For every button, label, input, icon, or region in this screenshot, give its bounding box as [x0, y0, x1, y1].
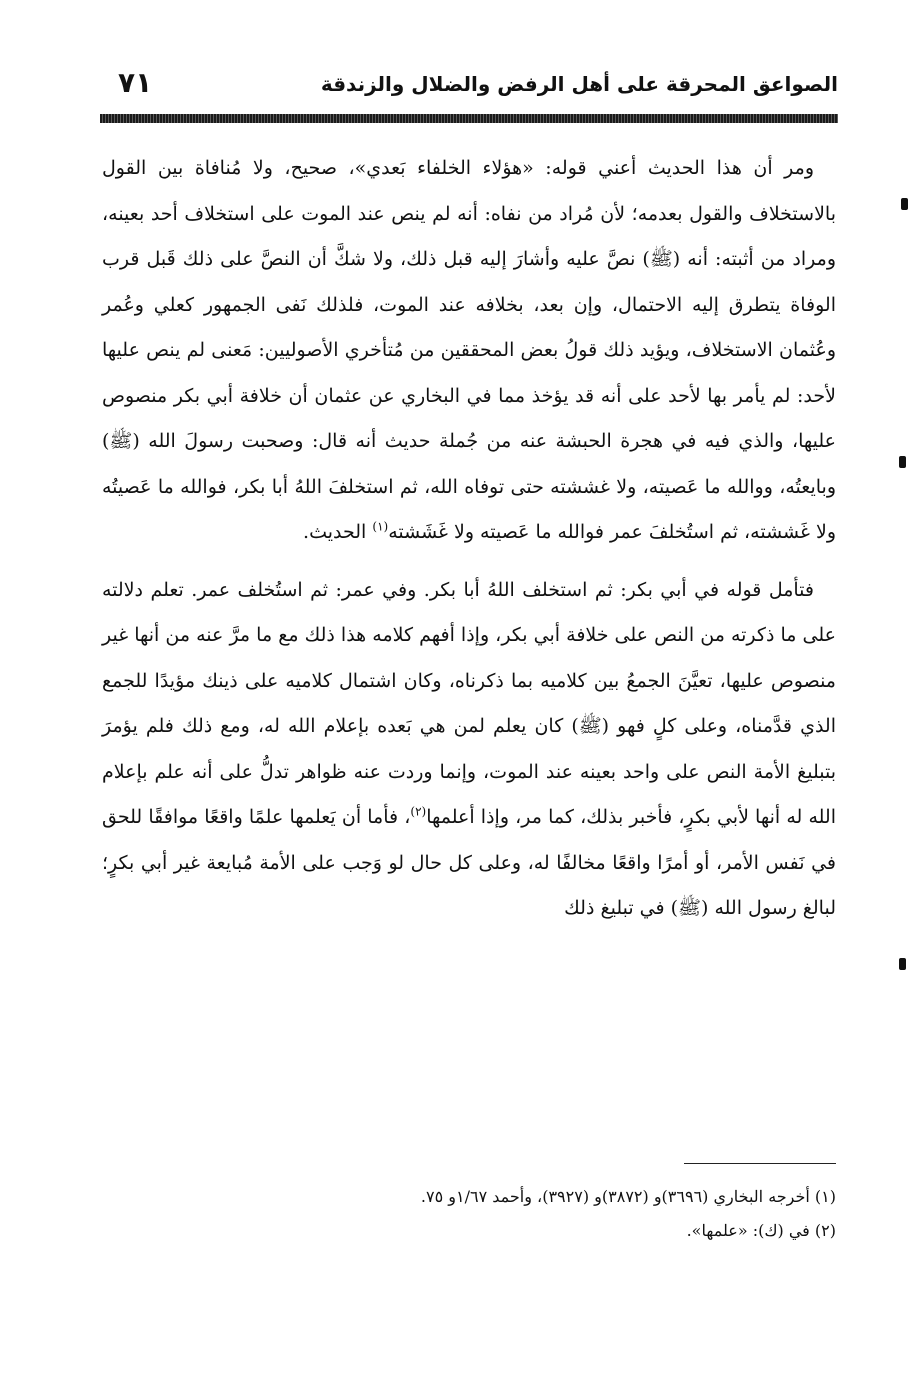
- footnote-ref: (٢): [410, 804, 427, 819]
- margin-mark: [899, 456, 906, 468]
- paragraph-text: ، فأما أن يَعلمها علمًا واقعًا موافقًا للحق في نَفس الأمر، أو أمرًا واقعًا مخالفًا له، وعلى كل حال لو وَجب على الأمة مُبايعة غير أبي بكرٍ؛ لبالغ رسول الله (ﷺ) في تبليغ ذلك: [102, 806, 836, 919]
- paragraph: [102, 568, 836, 932]
- page-header: [100, 62, 838, 106]
- page-number: ٧١: [118, 66, 153, 99]
- margin-mark: [901, 198, 908, 210]
- paragraph: [102, 146, 836, 556]
- footnote: (٢) في (ك): «علمها».: [686, 1221, 836, 1240]
- header-rule: [100, 114, 838, 123]
- footnote-ref: (١): [372, 519, 389, 534]
- main-text: [102, 146, 836, 932]
- paragraph-text: فتأمل قوله في أبي بكر: ثم استخلف اللهُ أبا بكر. وفي عمر: ثم استُخلف عمر. تعلم دلالته على ما ذكرته من النص على خلافة أبي بكر، وإذا أفهم كلامه هذا ذلك مع ما مرَّ عنه من أنها غير منصوص عليها، تعيَّنَ الجمعُ بين كلاميه بما ذكرناه، وكان اشتمال كلاميه على ذينك مؤيدًا للجمع الذي قدَّمناه، وعلى كلٍ فهو (ﷺ) كان يعلم لمن هي بَعده بإعلام الله له، ومع ذلك فلم يؤمرَ بتبليغ الأمة النص على واحد بعينه عند الموت، وإنما وردت عنه ظواهر تدلُّ على أنه علم بإعلام الله له أنها لأبي بكرٍ، فأخبر بذلك، كما مر، وإذا أعلمها: [102, 578, 836, 828]
- paragraph-text: ومر أن هذا الحديث أعني قوله: «هؤلاء الخلفاء بَعدي»، صحيح، ولا مُنافاة بين القول بالاستخلاف والقول بعدمه؛ لأن مُراد من نفاه: أنه لم ينص عند الموت على استخلاف أحد بعينه، ومراد من أثبته: أنه (ﷺ) نصَّ عليه وأشارَ إليه قبل ذلك، ولا شكَّ أن النصَّ على ذلك قَبل قرب الوفاة يتطرق إليه الاحتمال، وإن بعد، بخلافه عند الموت، فلذلك نَفى الجمهور كعلي وعُمر وعُثمان الاستخلاف، ويؤيد ذلك قولُ بعض المحققين من مُتأخري الأصوليين: مَعنى لم ينص عليها لأحد: لم يأمر بها لأحد على أنه قد يؤخذ مما في البخاري عن عثمان أن خلافة أبي بكر منصوص عليها، والذي فيه في هجرة الحبشة عنه من جُملة حديث أنه قال: وصحبت رسولَ الله (ﷺ) وبايعتُه، ووالله ما عَصيته، ولا غششته حتى توفاه الله، ثم استخلفَ اللهُ أبا بكر، فوالله ما عَصيتُه ولا غَششته، ثم استُخلفَ عمر فوالله ما عَصيته ولا غَشَشته: [102, 157, 836, 543]
- footnotes: [102, 1180, 836, 1248]
- footnote: (١) أخرجه البخاري (٣٦٩٦)و (٣٨٧٢)و (٣٩٢٧)، وأحمد ١/٦٧و ٧٥.: [420, 1187, 836, 1206]
- running-title: الصواعق المحرقة على أهل الرفض والضلال والزندقة: [320, 72, 838, 96]
- margin-mark: [899, 958, 906, 970]
- paragraph-text: الحديث.: [303, 521, 373, 543]
- footnote-separator: [684, 1163, 836, 1164]
